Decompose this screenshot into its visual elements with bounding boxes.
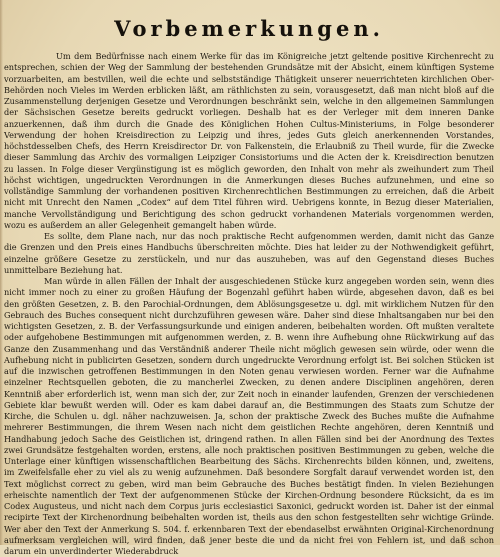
paragraph-2: Es sollte, dem Plane nach, nur das noch praktische Recht aufgenommen werden, damit nicht das Ganze die Grenzen und den Preis eines Handbuchs überschreiten möchte. Dies hat leider zu der Nothwendigkeit geführt, einzelne größere Gesetze zu zerstückeln, und nur das auszuheben, was auf den Gegenstand dieses Buches unmittelbare Beziehung hat. [4,231,494,275]
page-heading: Vorbemerkungen. [114,16,384,41]
paragraph-1: Um dem Bedürfnisse nach einem Werke für das im Königreiche jetzt geltende positive Kirchenrecht zu entsprechen, schien der Weg der Sammlung der bestehenden Grundsätze mit der Absicht, einem künftigen Systeme vorzuarbeiten, am bestvillen, weil die echte und selbstständige Thätigkeit unserer neuerrichteten kirchlichen Ober-Behörden noch Vieles im Werden erblicken läßt, am räthlichsten zu sein, vorausgesetzt, daß man nicht bloß auf die Zusammenstellung derjenigen Gesetze und Verordnungen beschränkt sein, welche in den allgemeinen Sammlungen der Sächsischen Gesetze bereits gedruckt vorliegen. Deshalb hat es der Verleger mit dem inneren Danke anzuerkennen, daß ihm durch die Gnade des Königlichen Hohen Cultus-Ministeriums, in Folge besonderer Verwendung der hohen Kreisdirection zu Leipzig und ihres, jedes Guts gleich anerkennenden Vorstandes, höchstdesselben Chefs, des Herrn Kreisdirector Dr. von Falkenstein, die Erlaubniß zu Theil wurde, für die Zwecke dieser Sammlung das Archiv des vormaligen Leipziger Consistoriums und die Acten der k. Kreisdirection benutzen zu lassen. In Folge dieser Vergünstigung ist es möglich geworden, den Inhalt von mehr als zweihundert zum Theil höchst wichtigen, ungedruckten Verordnungen in die Anmerkungen dieses Buches aufzunehmen, und eine so vollständige Sammlung der vorhandenen positiven Kirchenrechtlichen Bestimmungen zu erreichen, daß die Arbeit nicht mit Unrecht den Namen „Codex“ auf dem Titel führen wird. Uebrigens konnte, in Bezug dieser Materialien, manche Vervollständigung und Berichtigung des schon gedruckt vorhandenen Materials vorgenommen werden, wozu es außerdem an aller Gelegenheit gemangelt haben würde. [4,51,494,230]
paragraph-3: Man würde in allen Fällen der Inhalt der ausgeschiedenen Stücke kurz angegeben worden sein, wenn dies nicht immer noch zu einer zu großen Häufung der Bogenzahl geführt haben würde, abgesehen davon, daß es bei den größten Gesetzen, z. B. den Parochial-Ordnungen, dem Ablösungsgesetze u. dgl. mit wirklichem Nutzen für den Gebrauch des Buches consequent nicht durchzuführen gewesen wäre. Daher sind diese Inhaltsangaben nur bei den wichtigsten Gesetzen, z. B. der Verfassungsurkunde und einigen anderen, beibehalten worden. Oft mußten veraltete oder aufgehobene Bestimmungen mit aufgenommen werden, z. B. wenn ihre Aufhebung ohne Rückwirkung auf das Ganze den Zusammenhang und das Verständniß anderer Theile nicht möglich gewesen sein würde, oder wenn die Aufhebung nicht in publicirten Gesetzen, sondern durch ungedruckte Verordnung erfolgt ist. Bei solchen Stücken ist auf die inzwischen getroffenen Bestimmungen in den Noten genau verwiesen worden. Ferner war die Aufnahme einzelner Rechtsquellen geboten, die zu mancherlei Zwecken, zu denen andere Disciplinen angehören, deren Kenntniß aber erforderlich ist, wenn man sich der, zur Zeit noch in einander laufenden, Grenzen der verschiedenen Gebiete klar bewußt werden will. Oder es kam dabei darauf an, die Bestimmungen des Staats zum Schutze der Kirche, die Schulen u. dgl. näher nachzuweisen. Ja, schon der praktische Zweck des Buches mußte die Aufnahme mehrerer Bestimmungen, die ihrem Wesen nach nicht dem geistlichen Rechte angehören, deren Kenntniß und Handhabung jedoch Sache des Geistlichen ist, dringend rathen. In allen Fällen sind bei der Anordnung des Textes zwei Grundsätze festgehalten worden, erstens, alle noch praktischen positiven Bestimmungen zu geben, welche die Unterlage einer künftigen wissenschaftlichen Bearbeitung des Sächs. Kirchenrechts bilden können, und, zweitens, im Zweifelsfalle eher zu viel als zu wenig aufzunehmen. Daß besondere Sorgfalt darauf verwendet worden ist, den Text möglichst correct zu geben, wird man beim Gebrauche des Buches bestätigt finden. In vielen Beziehungen erheischte namentlich der Text der aufgenommenen Stücke der Kirchen-Ordnung besondere Rücksicht, da es im Codex Augusteus, und nicht nach dem Corpus juris ecclesiastici Saxonici, gedruckt worden ist. Daher ist der einmal recipirte Text der Kirchenordnung beibehalten worden ist, theils aus den schon festgestellten sehr wichtige Gründe. Wer aber den Text der Anmerkung S. 504. f. erkennbaren Text der ebendaselbst erwähnten Original-Kirchenordnung aufmerksam vergleichen will, wird finden, daß jener beste die und da nicht frei von Fehlern ist, und daß schon darum ein unverdinderter Wiederabdruck [4,276,494,556]
page-edge-shadow [0,0,3,545]
body-text [4,51,494,557]
